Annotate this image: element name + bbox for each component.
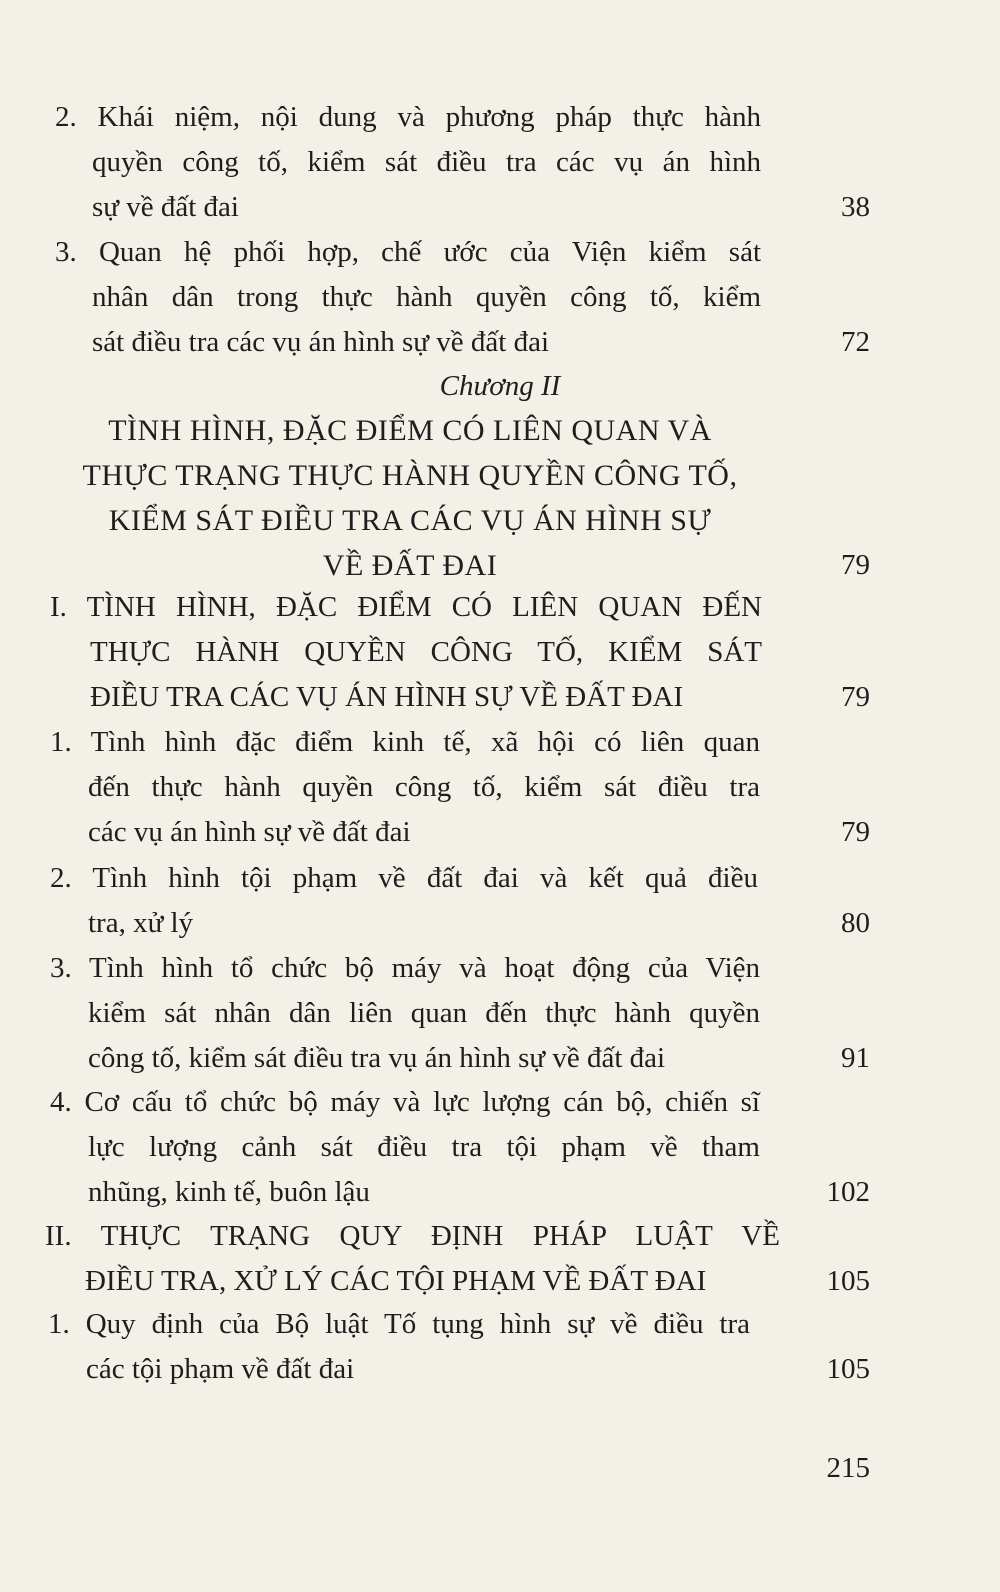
toc-entry: [48, 1302, 750, 1392]
toc-entry-line: tra, xử lý: [88, 907, 194, 939]
chapter-label: Chương II: [439, 370, 561, 402]
toc-section: [50, 585, 762, 720]
toc-section-line: THỰC HÀNH QUYỀN CÔNG TỐ, KIỂM SÁT: [90, 636, 762, 668]
toc-entry-line: các tội phạm về đất đai: [86, 1353, 355, 1385]
toc-entry: [55, 230, 761, 365]
toc-entry-line: nhân dân trong thực hành quyền công tố, kiểm: [92, 281, 761, 313]
toc-section-line: ĐIỀU TRA, XỬ LÝ CÁC TỘI PHẠM VỀ ĐẤT ĐAI: [85, 1265, 707, 1297]
chapter-title-line: KIỂM SÁT ĐIỀU TRA CÁC VỤ ÁN HÌNH SỰ: [108, 504, 712, 537]
toc-entry-line: 3. Tình hình tổ chức bộ máy và hoạt động của Viện: [50, 952, 760, 984]
toc-section-line: ĐIỀU TRA CÁC VỤ ÁN HÌNH SỰ VỀ ĐẤT ĐAI: [90, 681, 684, 713]
toc-entry-line: sát điều tra các vụ án hình sự về đất đai: [92, 326, 550, 358]
toc-entry: [50, 720, 760, 855]
toc-entry-line: kiểm sát nhân dân liên quan đến thực hành quyền: [88, 997, 760, 1029]
toc-entry-line: nhũng, kinh tế, buôn lậu: [88, 1176, 370, 1208]
page-number: 102: [826, 1176, 870, 1208]
toc-section-line: I. TÌNH HÌNH, ĐẶC ĐIỂM CÓ LIÊN QUAN ĐẾN: [50, 591, 762, 623]
chapter-title-line: TÌNH HÌNH, ĐẶC ĐIỂM CÓ LIÊN QUAN VÀ: [108, 414, 712, 447]
page-number: 91: [841, 1042, 870, 1074]
page-number: 72: [841, 326, 870, 358]
page-number: 38: [841, 191, 870, 223]
toc-entry: [55, 95, 761, 230]
toc-entry: [50, 856, 758, 946]
toc-entry-line: quyền công tố, kiểm sát điều tra các vụ án hình: [92, 146, 761, 178]
toc-entry-line: 2. Khái niệm, nội dung và phương pháp thực hành: [55, 101, 761, 133]
toc-entry-line: 3. Quan hệ phối hợp, chế ước của Viện kiểm sát: [55, 236, 761, 268]
toc-entry-line: 1. Quy định của Bộ luật Tố tụng hình sự về điều tra: [48, 1308, 750, 1340]
chapter-title-line: THỰC TRẠNG THỰC HÀNH QUYỀN CÔNG TỐ,: [82, 459, 738, 492]
toc-entry-line: 1. Tình hình đặc điểm kinh tế, xã hội có liên quan: [50, 726, 760, 758]
toc-entry: [50, 1080, 760, 1215]
chapter-title-line: VỀ ĐẤT ĐAI: [322, 549, 498, 582]
chapter-title: [60, 408, 760, 588]
toc-entry-line: các vụ án hình sự về đất đai: [88, 816, 411, 848]
page-number: 80: [841, 907, 870, 939]
folio-page-number: 215: [826, 1452, 870, 1484]
page-number: 79: [841, 549, 870, 581]
toc-section: [45, 1214, 780, 1304]
toc-entry: [50, 946, 760, 1081]
page-number: 79: [841, 816, 870, 848]
toc-section-line: II. THỰC TRẠNG QUY ĐỊNH PHÁP LUẬT VỀ: [45, 1220, 780, 1252]
toc-entry-line: sự về đất đai: [92, 191, 239, 223]
toc-entry-line: công tố, kiểm sát điều tra vụ án hình sự về đất đai: [88, 1042, 666, 1074]
page-number: 105: [826, 1265, 870, 1297]
page-number: 79: [841, 681, 870, 713]
page-number: 105: [826, 1353, 870, 1385]
toc-entry-line: lực lượng cảnh sát điều tra tội phạm về tham: [88, 1131, 760, 1163]
toc-entry-line: 2. Tình hình tội phạm về đất đai và kết quả điều: [50, 862, 758, 894]
toc-entry-line: đến thực hành quyền công tố, kiểm sát điều tra: [88, 771, 760, 803]
toc-entry-line: 4. Cơ cấu tổ chức bộ máy và lực lượng cán bộ, chiến sĩ: [50, 1086, 760, 1118]
